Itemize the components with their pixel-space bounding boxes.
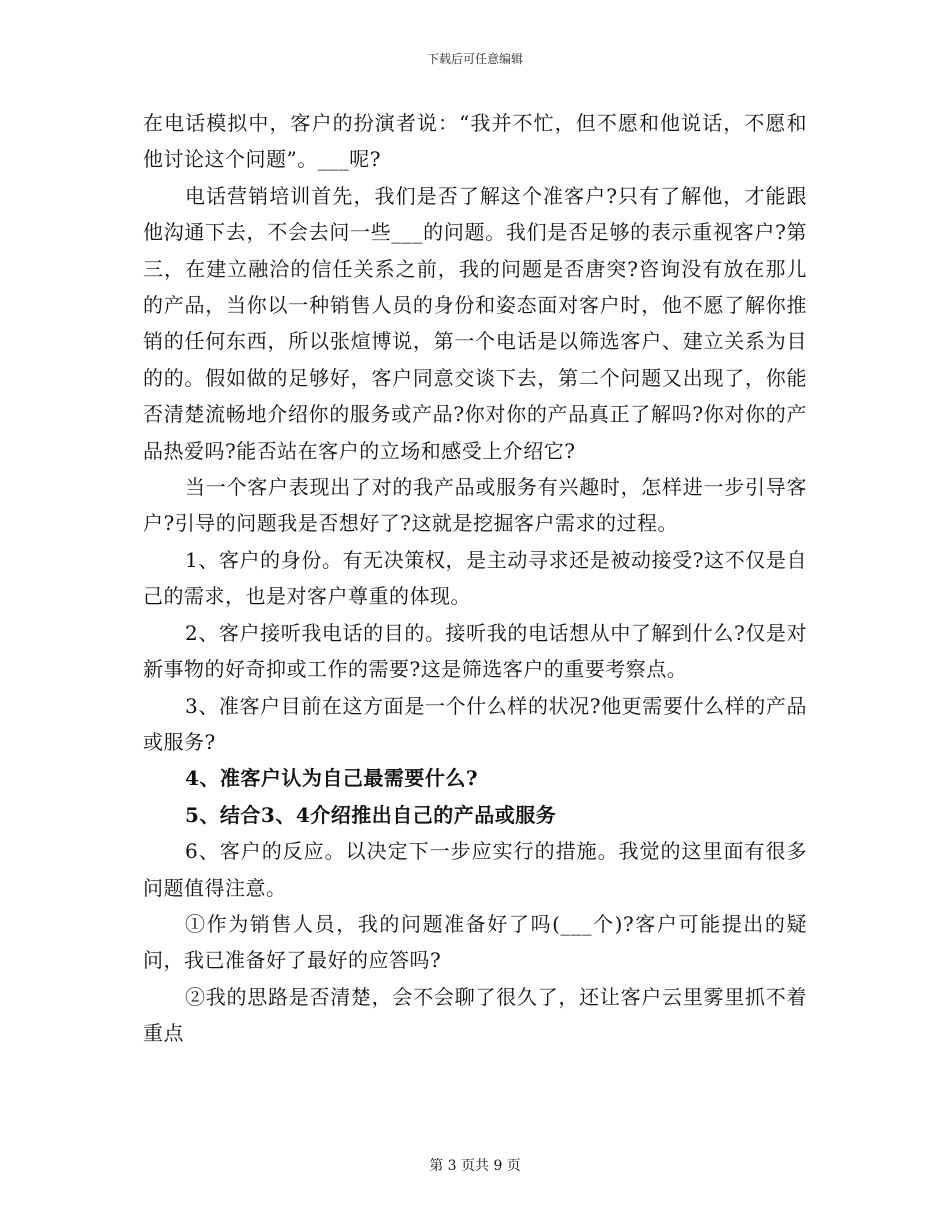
sub-item-1: ①作为销售人员，我的问题准备好了吗(___个)?客户可能提出的疑问，我已准备好了最好的应答吗?: [143, 911, 807, 973]
document-body: [143, 105, 807, 1052]
paragraph-2: 电话营销培训首先，我们是否了解这个准客户?只有了解他，才能跟他沟通下去，不会去问一些___的问题。我们是否足够的表示重视客户?第三，在建立融洽的信任关系之前，我的问题是否唐突?咨询没有放在那儿的产品，当你以一种销售人员的身份和姿态面对客户时，他不愿了解你推销的任何东西，所以张煊博说，第一个电话是以筛选客户、建立关系为目的的。假如做的足够好，客户同意交谈下去，第二个问题又出现了，你能否清楚流畅地介绍你的服务或产品?你对你的产品真正了解吗?你对你的产品热爱吗?能否站在客户的立场和感受上介绍它?: [143, 183, 807, 463]
list-item-4: 4、准客户认为自己最需要什么?: [185, 766, 479, 791]
list-item-5: 5、结合3、4介绍推出自己的产品或服务: [185, 802, 557, 827]
list-item-2: 2、客户接听我电话的目的。接听我的电话想从中了解到什么?仅是对新事物的好奇抑或工作的需要?这是筛选客户的重要考察点。: [143, 620, 807, 682]
page-header: 下载后可任意编辑: [426, 52, 523, 66]
paragraph-3: 当一个客户表现出了对的我产品或服务有兴趣时，怎样进一步引导客户?引导的问题我是否想好了?这就是挖掘客户需求的过程。: [143, 475, 807, 536]
sub-item-2: ②我的思路是否清楚，会不会聊了很久了，还让客户云里雾里抓不着重点: [143, 984, 807, 1046]
paragraph-1: 在电话模拟中，客户的扮演者说：“我并不忙，但不愿和他说话，不愿和他讨论这个问题”。___呢?: [143, 111, 807, 172]
page-footer: 第 3 页共 9 页: [429, 1158, 521, 1174]
list-item-6: 6、客户的反应。以决定下一步应实行的措施。我觉的这里面有很多问题值得注意。: [143, 839, 807, 900]
list-item-3: 3、准客户目前在这方面是一个什么样的状况?他更需要什么样的产品或服务?: [143, 693, 807, 754]
list-item-1: 1、客户的身份。有无决策权，是主动寻求还是被动接受?这不仅是自己的需求，也是对客户尊重的体现。: [143, 547, 807, 609]
